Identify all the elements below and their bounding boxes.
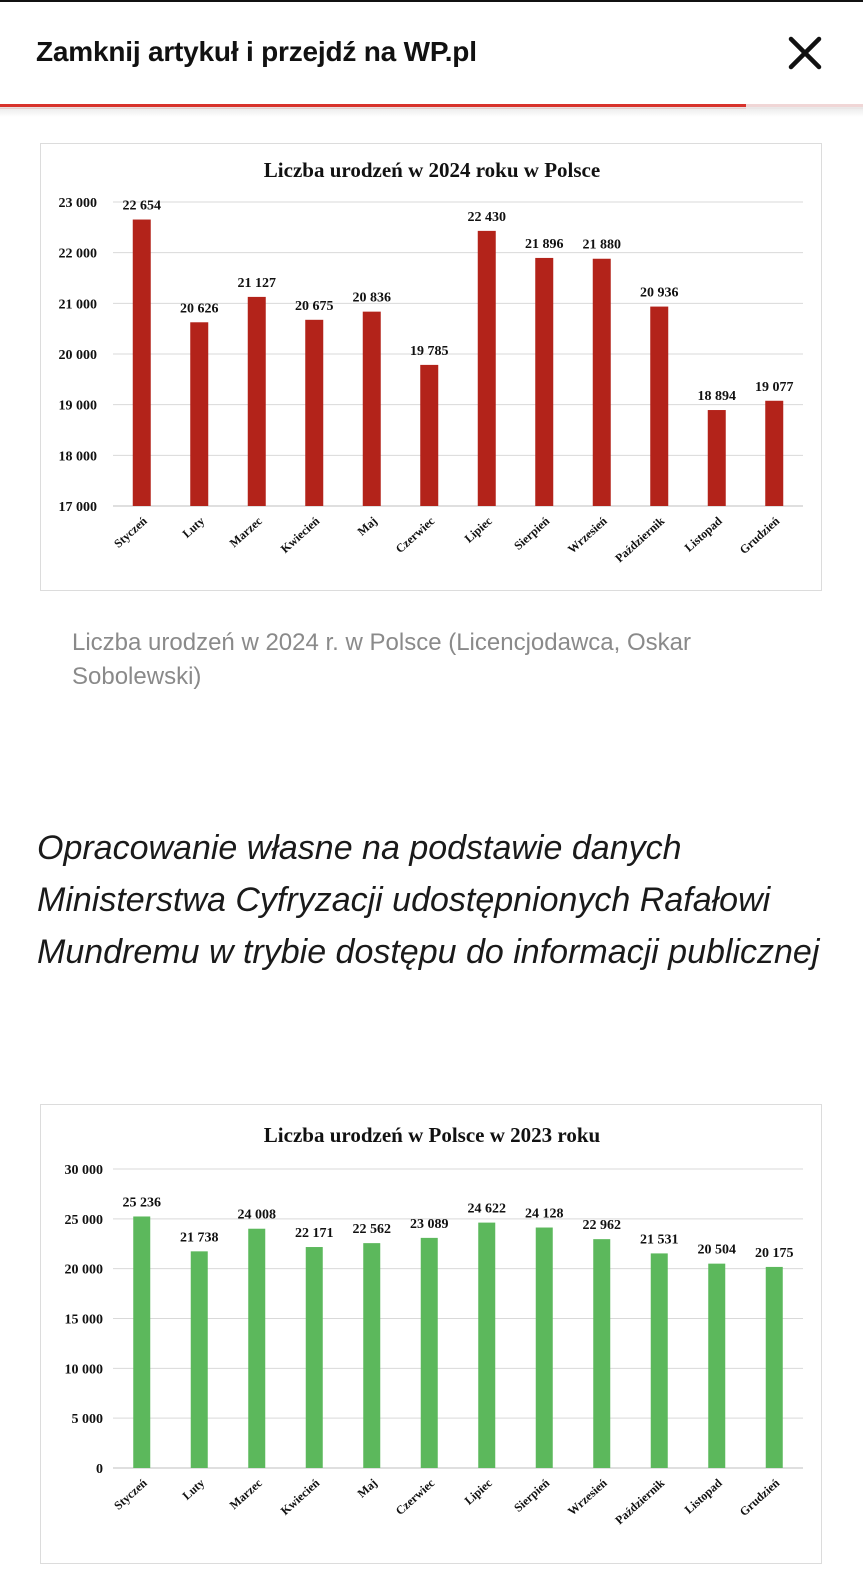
x-tick-label: Maj bbox=[354, 1475, 380, 1501]
x-tick-label: Marzec bbox=[226, 513, 265, 551]
data-label: 20 175 bbox=[755, 1245, 794, 1261]
bar bbox=[650, 307, 668, 506]
bar bbox=[651, 1253, 668, 1468]
y-tick-label: 10 000 bbox=[64, 1362, 103, 1378]
data-label: 21 127 bbox=[237, 275, 276, 291]
y-tick-label: 19 000 bbox=[58, 398, 97, 414]
x-tick-label: Sierpień bbox=[511, 1475, 553, 1515]
chart-births-2024 bbox=[40, 143, 822, 591]
bar bbox=[420, 365, 438, 506]
x-tick-label: Lipiec bbox=[461, 1475, 495, 1508]
data-label: 21 738 bbox=[180, 1230, 219, 1246]
data-label: 22 430 bbox=[467, 209, 506, 225]
bar bbox=[593, 1239, 610, 1468]
y-tick-label: 30 000 bbox=[64, 1163, 103, 1178]
data-label: 21 880 bbox=[582, 237, 621, 253]
x-tick-label: Sierpień bbox=[511, 513, 553, 553]
data-label: 21 896 bbox=[525, 236, 564, 252]
data-label: 24 128 bbox=[525, 1206, 564, 1222]
data-label: 22 562 bbox=[352, 1222, 391, 1238]
y-tick-label: 5 000 bbox=[71, 1412, 103, 1428]
top-bar bbox=[0, 0, 863, 104]
x-tick-label: Październik bbox=[612, 513, 668, 566]
x-tick-label: Luty bbox=[179, 1475, 208, 1503]
chart-2024-svg bbox=[41, 144, 823, 592]
data-label: 23 089 bbox=[410, 1216, 449, 1232]
data-label: 22 654 bbox=[122, 198, 161, 214]
data-label: 24 622 bbox=[467, 1201, 506, 1217]
bar bbox=[536, 1228, 553, 1468]
chart-title: Liczba urodzeń w Polsce w 2023 roku bbox=[263, 1123, 601, 1147]
y-tick-label: 15 000 bbox=[64, 1312, 103, 1328]
y-tick-label: 20 000 bbox=[58, 348, 97, 363]
chart-title: Liczba urodzeń w 2024 roku w Polsce bbox=[263, 158, 601, 182]
x-tick-label: Lipiec bbox=[461, 513, 495, 546]
x-tick-label: Wrzesień bbox=[564, 1475, 610, 1519]
bar bbox=[191, 1251, 208, 1468]
x-tick-label: Marzec bbox=[226, 1475, 265, 1513]
bar bbox=[190, 322, 208, 506]
bar bbox=[765, 401, 783, 506]
data-label: 20 675 bbox=[295, 298, 334, 314]
x-tick-label: Kwiecień bbox=[277, 1475, 323, 1518]
bar bbox=[766, 1267, 783, 1468]
x-tick-label: Grudzień bbox=[736, 1475, 783, 1519]
x-tick-label: Styczeń bbox=[111, 1475, 150, 1513]
y-tick-label: 17 000 bbox=[58, 500, 97, 515]
bar bbox=[478, 1223, 495, 1468]
data-label: 19 077 bbox=[755, 379, 794, 395]
y-tick-label: 18 000 bbox=[58, 449, 97, 465]
data-label: 22 962 bbox=[582, 1218, 621, 1234]
source-quote: Opracowanie własne na podstawie danych Ministerstwa Cyfryzacji udostępnionych Rafałowi Mundremu w trybie dostępu do informacji publicznej bbox=[37, 829, 820, 971]
y-tick-label: 25 000 bbox=[64, 1212, 103, 1228]
close-button[interactable] bbox=[782, 30, 828, 76]
x-tick-label: Listopad bbox=[681, 1475, 725, 1517]
y-tick-label: 23 000 bbox=[58, 196, 97, 211]
bar bbox=[708, 1264, 725, 1468]
x-tick-label: Czerwiec bbox=[392, 1475, 438, 1518]
x-tick-label: Grudzień bbox=[736, 513, 783, 557]
x-tick-label: Styczeń bbox=[111, 513, 150, 551]
data-label: 20 936 bbox=[640, 285, 679, 301]
bar bbox=[363, 1243, 380, 1468]
x-tick-label: Wrzesień bbox=[564, 513, 610, 557]
close-article-link[interactable]: Zamknij artykuł i przejdź na WP.pl bbox=[36, 36, 477, 67]
bar bbox=[248, 1229, 265, 1468]
bar bbox=[478, 231, 496, 506]
bar bbox=[305, 320, 323, 506]
bar bbox=[248, 297, 266, 506]
data-label: 20 626 bbox=[180, 301, 219, 317]
bar bbox=[535, 258, 553, 506]
data-label: 25 236 bbox=[122, 1195, 161, 1211]
y-tick-label: 20 000 bbox=[64, 1262, 103, 1278]
bar bbox=[593, 259, 611, 506]
data-label: 21 531 bbox=[640, 1232, 679, 1248]
y-tick-label: 0 bbox=[96, 1462, 103, 1477]
data-label: 24 008 bbox=[237, 1207, 276, 1223]
data-label: 20 504 bbox=[697, 1242, 736, 1258]
x-tick-label: Czerwiec bbox=[392, 513, 438, 556]
x-tick-label: Maj bbox=[354, 513, 380, 539]
bar bbox=[363, 312, 381, 506]
chart-2023-svg bbox=[41, 1105, 823, 1565]
data-label: 20 836 bbox=[352, 290, 391, 306]
data-label: 22 171 bbox=[295, 1226, 334, 1242]
y-tick-label: 22 000 bbox=[58, 246, 97, 262]
data-label: 19 785 bbox=[410, 343, 449, 359]
x-tick-label: Kwiecień bbox=[277, 513, 323, 556]
x-tick-label: Październik bbox=[612, 1475, 668, 1528]
bar bbox=[708, 410, 726, 506]
bar bbox=[133, 220, 151, 506]
image-caption: Liczba urodzeń w 2024 r. w Polsce (Licencjodawca, Oskar Sobolewski) bbox=[72, 629, 691, 690]
bar bbox=[306, 1247, 323, 1468]
x-tick-label: Luty bbox=[179, 513, 208, 541]
bar bbox=[421, 1238, 438, 1468]
close-icon bbox=[782, 30, 828, 76]
top-bar-shadow bbox=[0, 107, 863, 117]
data-label: 18 894 bbox=[697, 389, 736, 405]
bar bbox=[133, 1216, 150, 1468]
x-tick-label: Listopad bbox=[681, 513, 725, 555]
chart-births-2023 bbox=[40, 1104, 822, 1564]
y-tick-label: 21 000 bbox=[58, 297, 97, 313]
